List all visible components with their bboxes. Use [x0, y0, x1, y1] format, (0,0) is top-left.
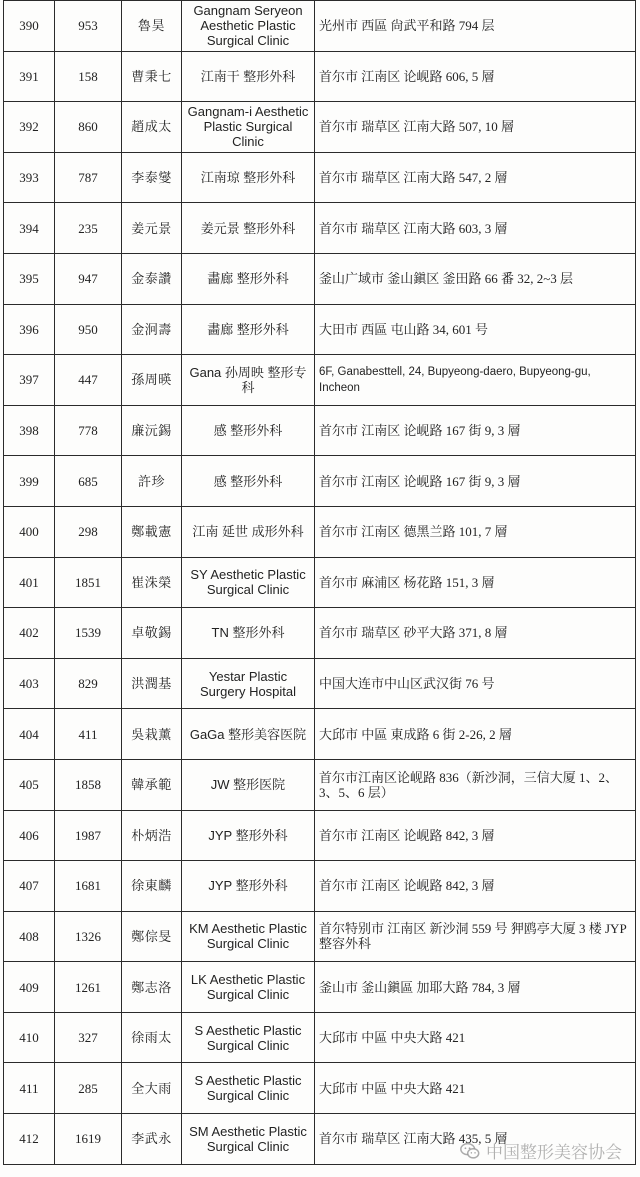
table-row	[4, 456, 636, 507]
clinic-address: 中国大连市中山区武汉街 76 号	[315, 658, 636, 709]
clinic-name: JYP 整形外科	[182, 861, 315, 912]
registration-code: 1851	[55, 557, 122, 608]
registration-code: 685	[55, 456, 122, 507]
clinic-name: JW 整形医院	[182, 759, 315, 810]
clinic-name: SY Aesthetic Plastic Surgical Clinic	[182, 557, 315, 608]
doctor-name: 徐雨太	[122, 1012, 182, 1063]
clinic-name: 感 整形外科	[182, 456, 315, 507]
clinic-address: 大邱市 中區 中央大路 421	[315, 1063, 636, 1114]
clinic-address: 首尔市 江南区 论岘路 842, 3 層	[315, 861, 636, 912]
row-number: 407	[4, 861, 55, 912]
doctor-name: 吳栽薰	[122, 709, 182, 760]
table-row	[4, 102, 636, 153]
row-number: 394	[4, 203, 55, 254]
doctor-name: 曹秉七	[122, 51, 182, 102]
registration-code: 158	[55, 51, 122, 102]
table-row	[4, 810, 636, 861]
clinic-name: KM Aesthetic Plastic Surgical Clinic	[182, 911, 315, 962]
registration-code: 1326	[55, 911, 122, 962]
table-row	[4, 152, 636, 203]
row-number: 398	[4, 405, 55, 456]
doctor-name: 李武永	[122, 1114, 182, 1165]
clinic-name: JYP 整形外科	[182, 810, 315, 861]
row-number: 401	[4, 557, 55, 608]
row-number: 405	[4, 759, 55, 810]
row-number: 395	[4, 253, 55, 304]
clinic-name: TN 整形外科	[182, 608, 315, 659]
table-row	[4, 1012, 636, 1063]
table-row	[4, 557, 636, 608]
doctor-name: 韓承範	[122, 759, 182, 810]
clinic-name: 畵廊 整形外科	[182, 253, 315, 304]
registration-code: 778	[55, 405, 122, 456]
clinic-name: S Aesthetic Plastic Surgical Clinic	[182, 1063, 315, 1114]
clinic-name: 感 整形外科	[182, 405, 315, 456]
registration-code: 298	[55, 506, 122, 557]
row-number: 396	[4, 304, 55, 355]
table-row	[4, 658, 636, 709]
clinic-name: 江南琼 整形外科	[182, 152, 315, 203]
clinic-name: S Aesthetic Plastic Surgical Clinic	[182, 1012, 315, 1063]
surgeon-table-body	[4, 1, 636, 1165]
clinic-address: 釜山市 釜山鎭區 加耶大路 784, 3 層	[315, 962, 636, 1013]
doctor-name: 魯昊	[122, 1, 182, 52]
table-row	[4, 203, 636, 254]
registration-code: 950	[55, 304, 122, 355]
doctor-name: 崔洙榮	[122, 557, 182, 608]
table-row	[4, 253, 636, 304]
doctor-name: 洪潤基	[122, 658, 182, 709]
row-number: 411	[4, 1063, 55, 1114]
table-row	[4, 1114, 636, 1165]
doctor-name: 孫周暎	[122, 355, 182, 406]
table-row	[4, 355, 636, 406]
row-number: 399	[4, 456, 55, 507]
clinic-address: 首尔市 江南区 论岘路 606, 5 層	[315, 51, 636, 102]
clinic-address: 首尔市江南区论岘路 836（新沙洞，三信大厦 1、2、3、5、6 层）	[315, 759, 636, 810]
row-number: 397	[4, 355, 55, 406]
clinic-address: 首尔市 瑞草区 江南大路 603, 3 層	[315, 203, 636, 254]
clinic-name: Gangnam-i Aesthetic Plastic Surgical Clinic	[182, 102, 315, 153]
table-row	[4, 962, 636, 1013]
doctor-name: 徐東麟	[122, 861, 182, 912]
clinic-address: 大田市 西區 屯山路 34, 601 号	[315, 304, 636, 355]
row-number: 392	[4, 102, 55, 153]
doctor-name: 李泰燮	[122, 152, 182, 203]
clinic-address: 6F, Ganabesttell, 24, Bupyeong-daero, Bupyeong-gu, Incheon	[315, 355, 636, 406]
doctor-name: 金泰讚	[122, 253, 182, 304]
clinic-address: 釜山广域市 釜山鎭区 釜田路 66 番 32, 2~3 层	[315, 253, 636, 304]
clinic-address: 首尔市 江南区 论岘路 167 街 9, 3 層	[315, 456, 636, 507]
registration-code: 235	[55, 203, 122, 254]
registration-code: 1539	[55, 608, 122, 659]
row-number: 402	[4, 608, 55, 659]
row-number: 393	[4, 152, 55, 203]
clinic-name: Gana 孙周映 整形专科	[182, 355, 315, 406]
table-row	[4, 608, 636, 659]
registration-code: 787	[55, 152, 122, 203]
clinic-address: 首尔市 瑞草区 江南大路 547, 2 層	[315, 152, 636, 203]
registration-code: 327	[55, 1012, 122, 1063]
registration-code: 1858	[55, 759, 122, 810]
watermark-text: 中国整形美容协会	[486, 1143, 622, 1163]
table-row	[4, 709, 636, 760]
table-row	[4, 911, 636, 962]
registration-code: 1987	[55, 810, 122, 861]
clinic-address: 首尔特别市 江南区 新沙洞 559 号 狎鸥亭大厦 3 楼 JYP 整容外科	[315, 911, 636, 962]
row-number: 409	[4, 962, 55, 1013]
registration-code: 1261	[55, 962, 122, 1013]
registration-code: 860	[55, 102, 122, 153]
row-number: 410	[4, 1012, 55, 1063]
doctor-name: 全大雨	[122, 1063, 182, 1114]
table-row	[4, 861, 636, 912]
doctor-name: 許珍	[122, 456, 182, 507]
table-row	[4, 51, 636, 102]
registration-code: 285	[55, 1063, 122, 1114]
clinic-name: Yestar Plastic Surgery Hospital	[182, 658, 315, 709]
clinic-address: 首尔市 江南区 论岘路 842, 3 層	[315, 810, 636, 861]
table-row	[4, 304, 636, 355]
registration-code: 447	[55, 355, 122, 406]
clinic-name: Gangnam Seryeon Aesthetic Plastic Surgical Clinic	[182, 1, 315, 52]
row-number: 408	[4, 911, 55, 962]
clinic-name: 江南干 整形外科	[182, 51, 315, 102]
clinic-address: 大邱市 中區 東成路 6 街 2-26, 2 層	[315, 709, 636, 760]
registration-code: 953	[55, 1, 122, 52]
registration-code: 1619	[55, 1114, 122, 1165]
doctor-name: 卓敬錫	[122, 608, 182, 659]
row-number: 390	[4, 1, 55, 52]
table-row	[4, 405, 636, 456]
doctor-name: 朴炳浩	[122, 810, 182, 861]
surgeon-table	[3, 0, 636, 1165]
row-number: 404	[4, 709, 55, 760]
table-row	[4, 759, 636, 810]
row-number: 391	[4, 51, 55, 102]
doctor-name: 鄭倧旻	[122, 911, 182, 962]
doctor-name: 鄭志洛	[122, 962, 182, 1013]
doctor-name: 趙成太	[122, 102, 182, 153]
clinic-name: 畵廊 整形外科	[182, 304, 315, 355]
registration-code: 947	[55, 253, 122, 304]
clinic-address: 首尔市 麻浦区 杨花路 151, 3 層	[315, 557, 636, 608]
row-number: 406	[4, 810, 55, 861]
clinic-name: LK Aesthetic Plastic Surgical Clinic	[182, 962, 315, 1013]
clinic-address: 首尔市 瑞草区 砂平大路 371, 8 層	[315, 608, 636, 659]
clinic-name: 姜元景 整形外科	[182, 203, 315, 254]
clinic-address: 首尔市 瑞草区 江南大路 507, 10 層	[315, 102, 636, 153]
doctor-name: 鄭載憲	[122, 506, 182, 557]
clinic-address: 首尔市 江南区 德黑兰路 101, 7 層	[315, 506, 636, 557]
row-number: 412	[4, 1114, 55, 1165]
clinic-name: GaGa 整形美容医院	[182, 709, 315, 760]
clinic-name: SM Aesthetic Plastic Surgical Clinic	[182, 1114, 315, 1165]
registration-code: 411	[55, 709, 122, 760]
row-number: 400	[4, 506, 55, 557]
row-number: 403	[4, 658, 55, 709]
clinic-address: 首尔市 江南区 论岘路 167 街 9, 3 層	[315, 405, 636, 456]
table-row	[4, 1063, 636, 1114]
table-row	[4, 1, 636, 52]
registration-code: 829	[55, 658, 122, 709]
clinic-address: 大邱市 中區 中央大路 421	[315, 1012, 636, 1063]
clinic-name: 江南 延世 成形外科	[182, 506, 315, 557]
clinic-address: 首尔市 瑞草区 江南大路 435, 5 層	[315, 1114, 636, 1165]
doctor-name: 姜元景	[122, 203, 182, 254]
registration-code: 1681	[55, 861, 122, 912]
table-row	[4, 506, 636, 557]
doctor-name: 金泂壽	[122, 304, 182, 355]
doctor-name: 廉沅錫	[122, 405, 182, 456]
clinic-address: 光州市 西區 尙武平和路 794 层	[315, 1, 636, 52]
